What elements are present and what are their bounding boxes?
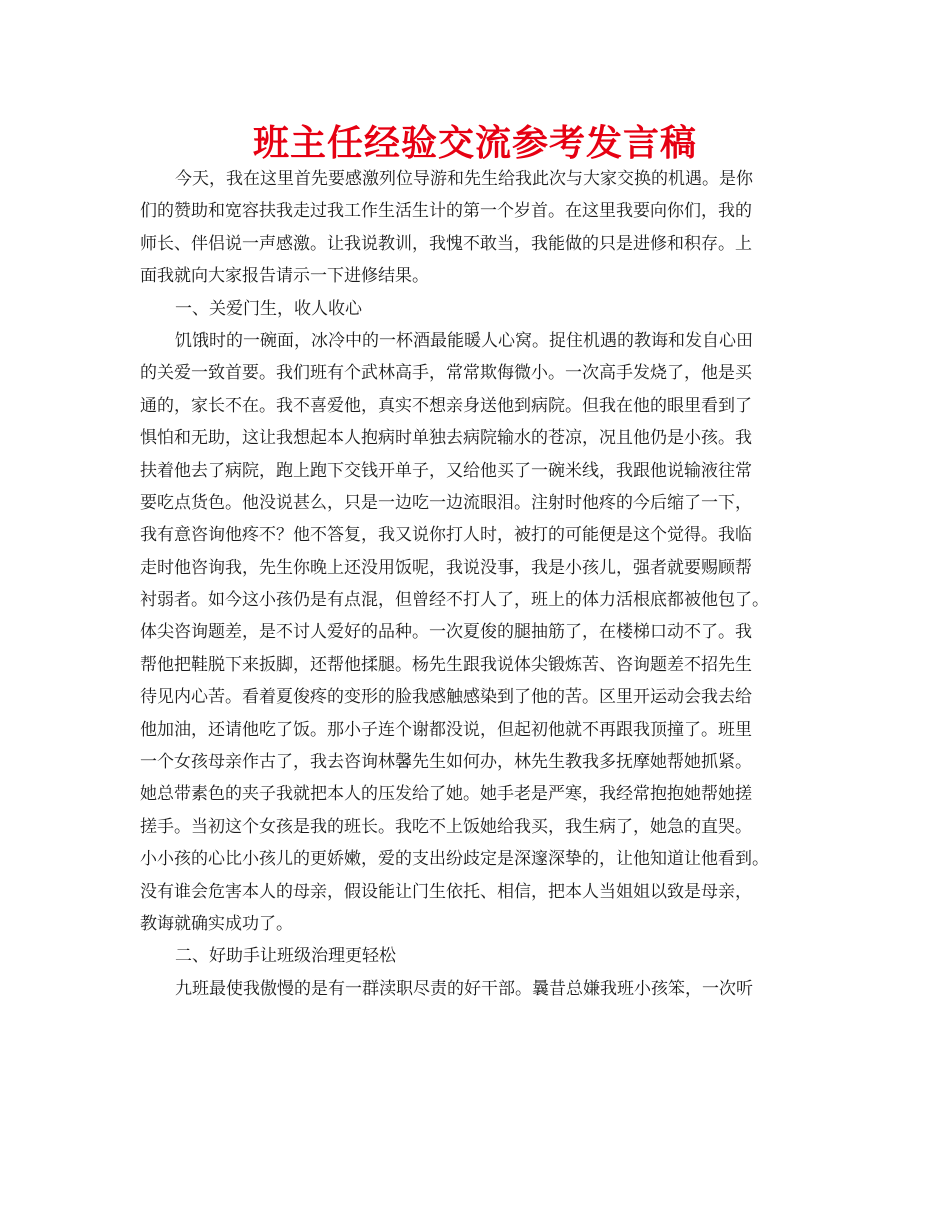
paragraph-line: 我有意咨询他疼不？他不答复，我又说你打人时，被打的可能便是这个觉得。我临 [140, 525, 752, 546]
paragraph-line: 通的，家长不在。我不喜爱他，真实不想亲身送他到病院。但我在他的眼里看到了 [140, 395, 752, 416]
paragraph-line: 体尖咨询题差，是不讨人爱好的品种。一次夏俊的腿抽筋了，在楼梯口动不了。我 [140, 622, 752, 643]
paragraph-line: 搓手。当初这个女孩是我的班长。我吃不上饭她给我买，我生病了，她急的直哭。 [140, 816, 752, 837]
paragraph-line: 教诲就确实成功了。 [140, 913, 293, 934]
paragraph-line: 待见内心苦。看着夏俊疼的变形的脸我感触感染到了他的苦。区里开运动会我去给 [140, 687, 752, 708]
paragraph-line: 饥饿时的一碗面，冰冷中的一杯酒最能暖人心窝。捉住机遇的教诲和发自心田 [175, 330, 753, 351]
document-title: 班主任经验交流参考发言稿 [252, 123, 697, 164]
paragraph-line: 一个女孩母亲作古了，我去咨询林馨先生如何办，林先生教我多抚摩她帮她抓紧。 [140, 752, 752, 773]
paragraph-line: 面我就向大家报告请示一下进修结果。 [140, 266, 429, 287]
paragraph-line: 走时他咨询我，先生你晚上还没用饭呢，我说没事，我是小孩儿，强者就要赐顾帮 [140, 557, 752, 578]
paragraph-line: 没有谁会危害本人的母亲，假设能让门生依托、相信，把本人当姐姐以致是母亲， [140, 881, 752, 902]
paragraph-line: 小小孩的心比小孩儿的更娇嫩，爱的支出纷歧定是深邃深挚的，让他知道让他看到。 [140, 849, 769, 870]
section-heading: 一、关爱门生，收人收心 [175, 298, 362, 319]
paragraph-line: 衬弱者。如今这小孩仍是有点混，但曾经不打人了，班上的体力活根底都被他包了。 [140, 590, 769, 611]
section-heading: 二、好助手让班级治理更轻松 [175, 946, 396, 967]
document-body [140, 163, 820, 1005]
paragraph-line: 他加油，还请他吃了饭。那小子连个谢都没说，但起初他就不再跟我顶撞了。班里 [140, 719, 752, 740]
paragraph-line: 她总带素色的夹子我就把本人的压发给了她。她手老是严寒，我经常抱抱她帮她搓 [140, 784, 752, 805]
paragraph-line: 扶着他去了病院，跑上跑下交钱开单子，又给他买了一碗米线，我跟他说输液往常 [140, 460, 752, 481]
paragraph-line: 惧怕和无助，这让我想起本人抱病时单独去病院输水的苍凉，况且他仍是小孩。我 [140, 428, 752, 449]
paragraph-line: 今天，我在这里首先要感激列位导游和先生给我此次与大家交换的机遇。是你 [175, 169, 753, 189]
paragraph-line: 的关爱一致首要。我们班有个武林高手，常常欺侮微小。一次高手发烧了，他是买 [140, 363, 752, 384]
paragraph-line: 要吃点货色。他没说甚么，只是一边吃一边流眼泪。注射时他疼的今后缩了一下， [140, 492, 752, 513]
paragraph-line: 师长、伴侣说一声感激。让我说教训，我愧不敢当，我能做的只是进修和积存。上 [140, 233, 752, 254]
paragraph-line: 九班最使我傲慢的是有一群渎职尽责的好干部。曩昔总嫌我班小孩笨，一次听 [175, 978, 753, 999]
paragraph-line: 帮他把鞋脱下来扳脚，还帮他揉腿。杨先生跟我说体尖锻炼苦、咨询题差不招先生 [140, 654, 752, 675]
paragraph-line: 们的赞助和宽容扶我走过我工作生活生计的第一个岁首。在这里我要向你们，我的 [140, 201, 752, 222]
